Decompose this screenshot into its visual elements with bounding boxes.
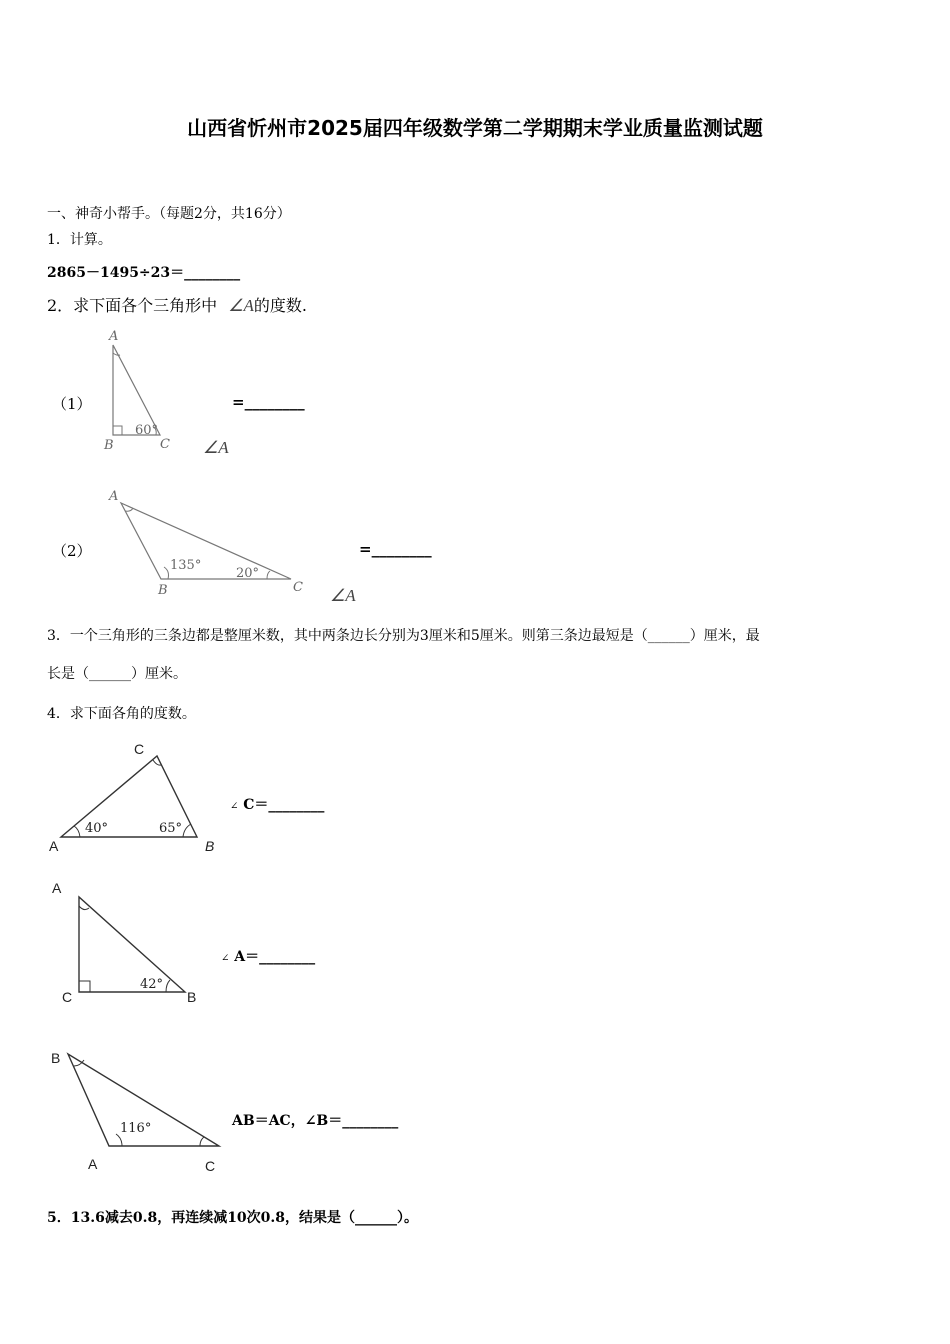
q4-fig3-angle-c-arc [200,1137,204,1146]
q2-part1-angle-c-value: 60° [135,423,159,438]
q2-part2-number: （2） [52,542,92,560]
q4-fig1-angle-b-value: 65° [159,821,183,836]
q4-fig2-vertex-a: A [52,880,62,896]
q4-fig1-vertex-b: B [205,838,215,854]
angle-symbol: ∠ [230,801,239,812]
q4-fig1-answer-text: C＝________ [243,797,325,813]
q2-part2-vertex-b: B [158,583,168,598]
question-4-label: 4．求下面各角的度数。 [47,706,196,722]
angle-a-symbol: ∠A [228,296,254,315]
q4-fig1-vertex-a: A [49,838,59,854]
q4-fig2-answer-text: A＝________ [234,949,316,965]
q4-fig2-vertex-c: C [62,989,73,1005]
q2-part2-vertex-a: A [109,489,119,504]
q4-fig3-angle-a-value: 116° [120,1121,152,1136]
question-2-text: 2．求下面各个三角形中 [47,296,218,315]
question-3-line-1: 3．一个三角形的三条边都是整厘米数，其中两条边长分别为3厘米和5厘米。则第三条边最短是（______）厘米，最 [47,628,760,644]
question-1-expression: 2865－1495÷23＝________ [47,265,241,281]
q2-part1-vertex-b: B [104,438,114,453]
question-5: 5．13.6减去0.8，再连续减10次0.8，结果是（______）。 [47,1210,419,1226]
q2-part2-angle-b-value: 135° [170,558,202,573]
section-header: 一、神奇小帮手。（每题2分，共16分） [47,206,291,222]
q2-part2-angle-c-value: 20° [236,566,260,581]
question-2-tail: 的度数. [253,296,307,315]
q4-fig3-vertex-b: B [51,1050,61,1066]
page-title: 山西省忻州市2025届四年级数学第二学期期末学业质量监测试题 [187,116,763,140]
q4-fig3-vertex-c: C [205,1158,216,1174]
q4-fig1-angle-a-value: 40° [85,821,109,836]
q4-fig3-vertex-a: A [88,1156,98,1172]
angle-symbol: ∠ [221,953,230,964]
q2-part1-angle-label: ∠A [203,438,229,457]
q2-part2-vertex-c: C [293,580,303,595]
q2-part1-vertex-a: A [109,329,119,344]
q4-fig1-vertex-c: C [134,741,145,757]
q4-fig2-angle-b-value: 42° [140,977,164,992]
question-1-label: 1．计算。 [47,232,112,248]
q2-part2-angle-label: ∠A [330,586,356,605]
q2-part1-number: （1） [52,395,92,413]
q4-fig3-answer: AB＝AC，∠B＝________ [232,1113,399,1129]
question-3-line-2: 长是（______）厘米。 [47,666,187,682]
q2-part2-answer: =________ [359,540,432,558]
q4-fig2-vertex-b: B [187,989,197,1005]
q2-part1-vertex-c: C [160,437,170,452]
q2-part1-answer: =________ [232,393,305,411]
